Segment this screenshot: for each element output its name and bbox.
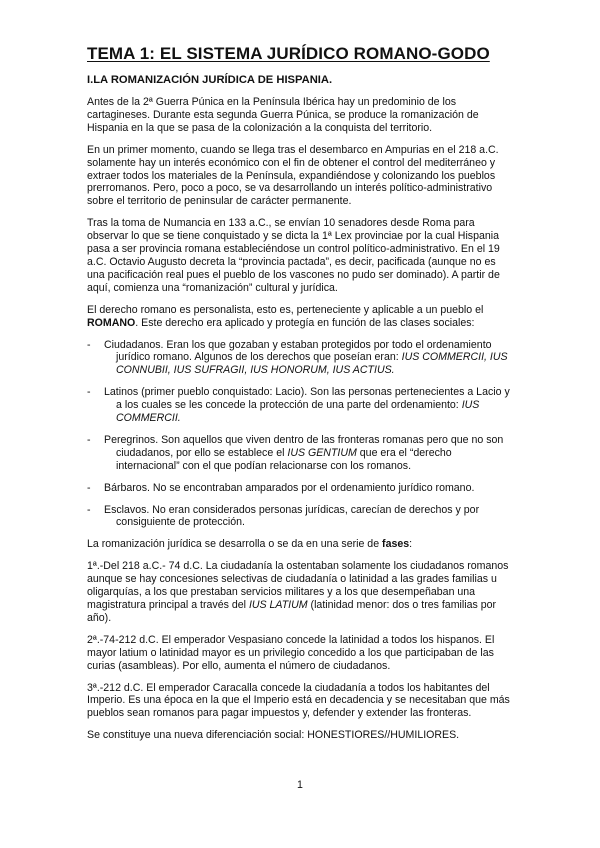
list-item-barbaros: - Bárbaros. No se encontraban amparados por el ordenamiento jurídico romano. [87, 481, 475, 494]
paragraph-social-differentiation: Se constituye una nueva diferenciación social: HONESTIORES//HUMILIORES. [87, 729, 460, 742]
italic-rights: IUS COMMERCII, IUS CONNUBII, IUS SUFRAGII, IUS HONORUM, IUS ACTIUS. [116, 351, 508, 377]
paragraph-personalist-law: El derecho romano es personalista, esto es, perteneciente y aplicable a un pueblo el ROMANO. Este derecho era aplicado y protegía en función de las clases sociales: [87, 303, 484, 329]
list-dash: - [87, 386, 91, 399]
bold-fases: fases [382, 538, 410, 551]
italic-ius-commercii: IUS COMMERCII. [116, 399, 480, 425]
paragraph-phases-intro: La romanización jurídica se desarrolla o se da en una serie de fases: [87, 538, 413, 551]
document-title: TEMA 1: EL SISTEMA JURÍDICO ROMANO-GODO [87, 44, 490, 63]
list-dash: - [87, 338, 91, 351]
section-title: LA ROMANIZACIÓN JURÍDICA DE HISPANIA. [93, 74, 333, 86]
paragraph-intro: Antes de la 2ª Guerra Púnica en la Península Ibérica hay un predominio de los cartagineses. Durante esta segunda Guerra Púnica, se produce la romanización de Hispania en la que se pasa de la colonización a la conquista del territorio. [87, 96, 479, 134]
paragraph-phase-2: 2ª.-74-212 d.C. El emperador Vespasiano concede la latinidad a todos los hispanos. El mayor latium o latinidad mayor es un privilegio concedido a los que participaban de las curias (asambleas). Por ello, aumenta el número de ciudadanos. [87, 633, 495, 672]
section-heading [87, 74, 514, 86]
list-item-latinos: - Latinos (primer pueblo conquistado: Lacio). Son las personas pertenecientes a Lacio y a los cuales se les concede la protección de una parte del ordenamiento: IUS COMMERCII. [87, 386, 510, 425]
list-dash: - [87, 481, 91, 494]
list-dash: - [87, 503, 91, 516]
social-classes-list [87, 339, 514, 530]
paragraph-phase-1: 1ª.-Del 218 a.C.- 74 d.C. La ciudadanía la ostentaban solamente los ciudadanos romanos aunque se hay concesiones selectivas de ciudadanía o latinidad a las grades familias u oligarquías, a los que prestaban servicios militares y a los que desempeñaban una magistratura principal a través del IUS LATIUM (latinidad menor: dos o tres familias por año). [87, 560, 509, 624]
italic-ius-gentium: IUS GENTIUM [287, 446, 357, 459]
list-item-peregrinos: - Peregrinos. Son aquellos que viven dentro de las fronteras romanas pero que no son ciudadanos, por ello se establece el IUS GENTIUM que era el “derecho internacional” con el que podían relacionarse con los romanos. [87, 433, 504, 472]
list-item-esclavos: - Esclavos. No eran considerados personas jurídicas, carecían de derechos y por consiguiente de protección. [87, 503, 480, 529]
list-dash: - [87, 433, 91, 446]
page-number: 1 [297, 779, 303, 791]
paragraph-numancia: Tras la toma de Numancia en 133 a.C., se envían 10 senadores desde Roma para observar lo que se tiene conquistado y se dicta la 1ª Lex provinciae por la cual Hispania pasa a ser provincia romana estableciéndose un control político-administrativo. En el 19 a.C. Octavio Augusto decreta la “provincia pactada”, es decir, pacificada (aunque no es una pacificación real pues el pueblo de los vascones no pudo ser dominado). A partir de aquí, comienza una “romanización” cultural y jurídica. [87, 217, 500, 294]
italic-ius-latium: IUS LATIUM [248, 599, 308, 611]
list-item-ciudadanos: - Ciudadanos. Eran los que gozaban y estaban protegidos por todo el ordenamiento jurídico romano. Algunos de los derechos que poseían eran: IUS COMMERCII, IUS CONNUBII, IUS SUFRAGII, IUS HONORUM, IUS ACTIUS. [87, 338, 508, 377]
section-number: I. [87, 74, 94, 86]
paragraph-first-moment: En un primer momento, cuando se llega tras el desembarco en Ampurias en el 218 a.C. solamente hay un interés económico con el fin de obtener el control del mediterráneo y extraer todos los materiales de la Península, expandiéndose y colonizando los pueblos prerromanos. Pero, poco a poco, se va desarrollando un interés político-administrativo sobre el territorio de peninsular de carácter permanente. [87, 143, 499, 208]
paragraph-phase-3: 3ª.-212 d.C. El emperador Caracalla concede la ciudadanía a todos los habitantes del Imperio. Es una época en la que el Imperio está en decadencia y se necesitaban que más pueblos sean romanos para pagar impuestos y, defender y extender las fronteras. [87, 681, 510, 720]
bold-romano: ROMANO [87, 316, 136, 329]
